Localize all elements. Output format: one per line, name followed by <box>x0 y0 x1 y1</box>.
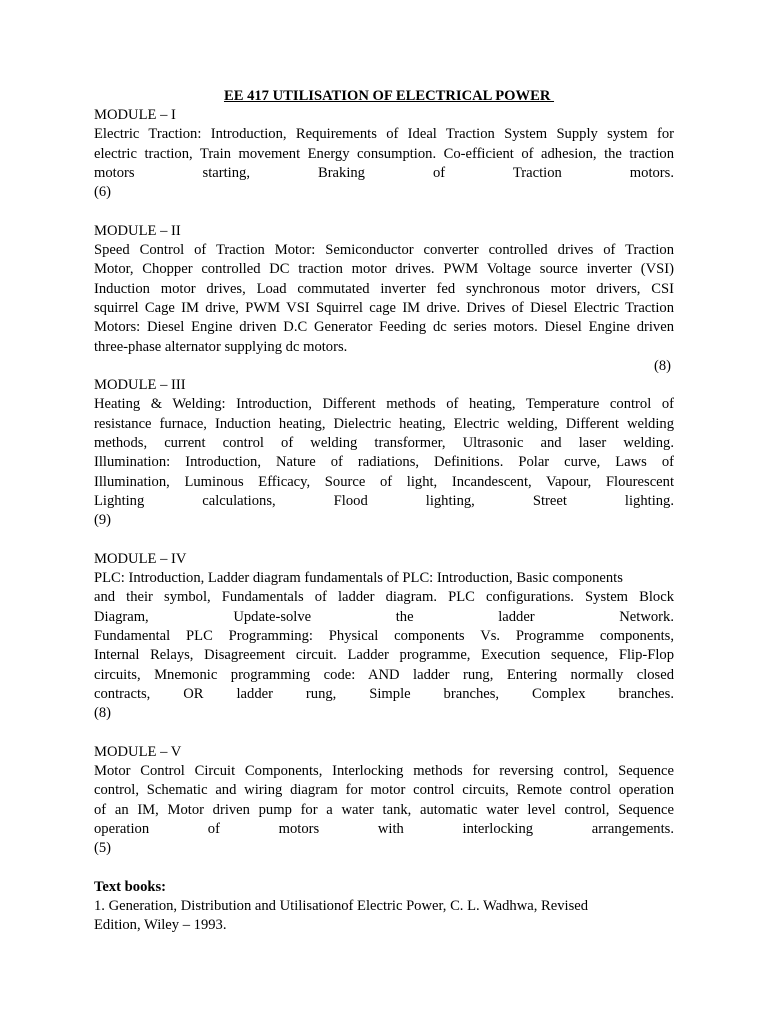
module-text-line: control, Schematic and wiring diagram for motor control circuits, Remote control operation <box>94 782 674 799</box>
module-text-line: PLC: Introduction, Ladder diagram fundamentals of PLC: Introduction, Basic components <box>94 570 623 587</box>
textbooks-section <box>94 878 674 936</box>
module-5 <box>94 743 674 859</box>
module-text-line: Lighting calculations, Flood lighting, Street lighting. <box>94 492 674 509</box>
module-hours: (8) <box>653 357 671 374</box>
textbooks-heading: Text books: <box>94 878 167 895</box>
module-text-line: Illumination: Introduction, Nature of radiations, Definitions. Polar curve, Laws of <box>94 454 674 471</box>
module-text-line: Internal Relays, Disagreement circuit. Ladder programme, Execution sequence, Flip-Flop <box>94 647 674 664</box>
module-text-line: methods, current control of welding transformer, Ultrasonic and laser welding. <box>94 435 674 452</box>
module-3 <box>94 376 674 530</box>
module-text-line: and their symbol, Fundamentals of ladder diagram. PLC configurations. System Block <box>94 589 674 606</box>
module-text-line: Motor Control Circuit Components, Interlocking methods for reversing control, Sequence <box>94 763 674 780</box>
module-text-line: Illumination, Luminous Efficacy, Source of light, Incandescent, Vapour, Flourescent <box>94 473 674 490</box>
module-text-line: Motors: Diesel Engine driven D.C Generator Feeding dc series motors. Diesel Engine driven <box>94 319 674 336</box>
module-text-line: of an IM, Motor driven pump for a water tank, automatic water level control, Sequence <box>94 801 674 818</box>
module-2 <box>94 222 674 376</box>
module-text-line: Induction motor drives, Load commutated inverter fed synchronous motor drivers, CSI <box>94 280 674 297</box>
module-text-line: Diagram, Update-solve the ladder Network. <box>94 608 674 625</box>
module-heading: MODULE – I <box>94 107 176 123</box>
module-text-line: Motor, Chopper controlled DC traction motor drives. PWM Voltage source inverter (VSI) <box>94 261 674 278</box>
module-1 <box>94 106 674 202</box>
module-text-line: contracts, OR ladder rung, Simple branches, Complex branches. <box>94 685 674 702</box>
module-text-line: Electric Traction: Introduction, Requirements of Ideal Traction System Supply system for <box>94 126 674 143</box>
module-text-line: Speed Control of Traction Motor: Semiconductor converter controlled drives of Traction <box>94 242 674 259</box>
module-heading: MODULE – III <box>94 377 186 394</box>
textbook-entry: 1. Generation, Distribution and Utilisationof Electric Power, C. L. Wadhwa, Revised <box>94 898 589 915</box>
document-page <box>94 87 674 936</box>
module-heading: MODULE – IV <box>94 550 187 567</box>
module-text-line: squirrel Cage IM drive, PWM VSI Squirrel cage IM drive. Drives of Diesel Electric Traction <box>94 299 674 316</box>
module-text-line: Fundamental PLC Programming: Physical components Vs. Programme components, <box>94 628 674 645</box>
textbook-entry: Edition, Wiley – 1993. <box>94 917 227 934</box>
module-text-line: three-phase alternator supplying dc motors. <box>94 338 348 355</box>
module-4 <box>94 550 674 724</box>
module-text-line: circuits, Mnemonic programming code: AND ladder rung, Entering normally closed <box>94 666 674 683</box>
module-text-line: motors starting, Braking of Traction motors. <box>94 164 674 181</box>
module-text-line: resistance furnace, Induction heating, Dielectric heating, Electric welding, Different welding <box>94 415 674 432</box>
module-text-line: electric traction, Train movement Energy consumption. Co-efficient of adhesion, the traction <box>94 145 674 162</box>
module-hours: (8) <box>94 705 112 722</box>
document-title: EE 417 UTILISATION OF ELECTRICAL POWER <box>223 88 555 104</box>
module-hours: (9) <box>94 512 112 529</box>
module-text-line: operation of motors with interlocking arrangements. <box>94 820 674 837</box>
module-hours: (6) <box>94 184 112 201</box>
module-text-line: Heating & Welding: Introduction, Different methods of heating, Temperature control of <box>94 396 674 413</box>
module-heading: MODULE – II <box>94 222 181 239</box>
module-heading: MODULE – V <box>94 743 182 760</box>
module-hours: (5) <box>94 840 112 857</box>
